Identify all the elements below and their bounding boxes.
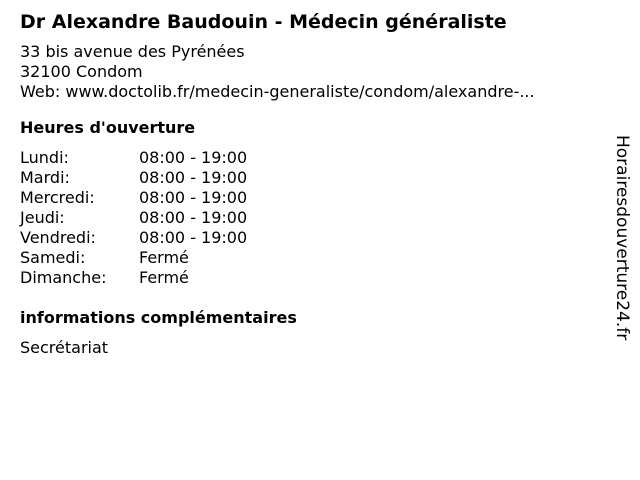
day-label: Dimanche:	[20, 268, 107, 287]
day-hours: 08:00 - 19:00	[139, 228, 248, 247]
address-street: 33 bis avenue des Pyrénées	[20, 42, 245, 61]
day-label: Vendredi:	[20, 228, 96, 247]
opening-hours-heading: Heures d'ouverture	[20, 118, 196, 137]
day-hours: Fermé	[139, 268, 189, 287]
day-hours: 08:00 - 19:00	[139, 168, 248, 187]
practice-title: Dr Alexandre Baudouin - Médecin généraliste	[20, 11, 507, 33]
hours-row	[20, 268, 247, 288]
hours-row	[20, 188, 247, 208]
hours-row	[20, 168, 247, 188]
day-hours: 08:00 - 19:00	[139, 208, 248, 227]
hours-row	[20, 148, 247, 168]
day-label: Lundi:	[20, 148, 69, 167]
address-block	[20, 42, 600, 102]
hours-row	[20, 208, 247, 228]
day-label: Samedi:	[20, 248, 86, 267]
additional-info-text: Secrétariat	[20, 338, 109, 357]
day-label: Jeudi:	[20, 208, 65, 227]
day-hours: 08:00 - 19:00	[139, 148, 248, 167]
site-watermark: Horairesdouverture24.fr	[612, 135, 632, 341]
day-hours: Fermé	[139, 248, 189, 267]
day-hours: 08:00 - 19:00	[139, 188, 248, 207]
additional-info-heading: informations complémentaires	[20, 308, 297, 327]
hours-row	[20, 248, 247, 268]
practice-card	[20, 8, 600, 358]
day-label: Mardi:	[20, 168, 70, 187]
address-city: 32100 Condom	[20, 62, 143, 81]
website-line[interactable]: Web: www.doctolib.fr/medecin-generaliste/condom/alexandre-...	[20, 82, 535, 101]
hours-row	[20, 228, 247, 248]
day-label: Mercredi:	[20, 188, 95, 207]
opening-hours-table	[20, 148, 247, 288]
